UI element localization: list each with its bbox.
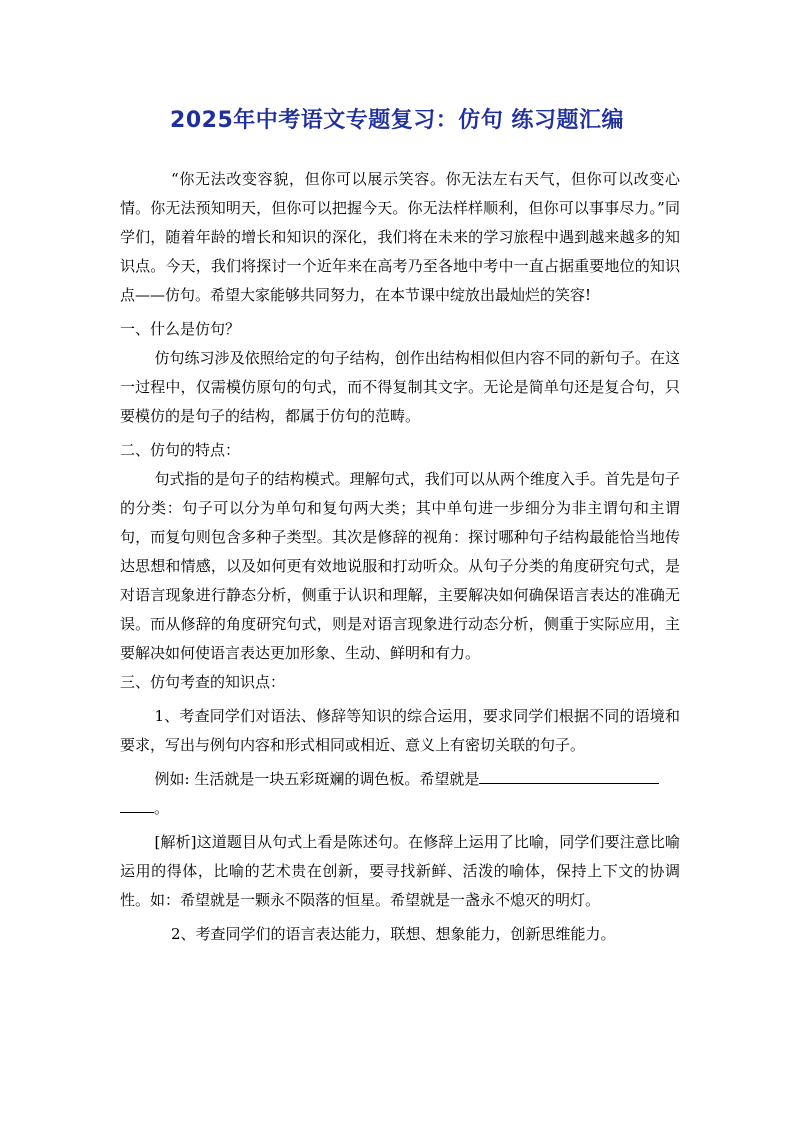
section-2-body: 句式指的是句子的结构模式。理解句式，我们可以从两个维度入手。首先是句子的分类：句子可以分为单句和复句两大类；其中单句进一步细分为非主谓句和主谓句，而复句则包含多种子类型。其次是修辞的视角：探讨哪种句子结构最能恰当地传达思想和情感，以及如何更有效地说服和打动听众。从句子分类的角度研究句式，是对语言现象进行静态分析，侧重于认识和理解，主要解决如何确保语言表达的准确无误。而从修辞的角度研究句式，则是对语言现象进行动态分析，侧重于实际应用，主要解决如何使语言表达更加形象、生动、鲜明和有力。: [120, 470, 680, 662]
section-3-heading: 三、仿句考查的知识点：: [120, 673, 286, 691]
section-1-heading: 一、什么是仿句？: [120, 320, 241, 338]
example-line-continued: [120, 794, 680, 823]
section-2-heading: 二、仿句的特点：: [120, 441, 241, 459]
document-body: [120, 165, 680, 949]
example-text: 例如: 生活就是一块五彩斑斓的调色板。希望就是: [154, 770, 480, 788]
analysis-paragraph: [解析]这道题目从句式上看是陈述句。在修辞上运用了比喻，同学们要注意比喻运用的得体，比喻的艺术贵在创新，要寻找新鲜、活泼的喻体，保持上下文的协调性。如：希望就是一颗永不陨落的恒星。希望就是一盏永不熄灭的明灯。: [120, 833, 680, 909]
example-end: 。: [154, 799, 170, 817]
section-1-body: 仿句练习涉及依照给定的句子结构，创作出结构相似但内容不同的新句子。在这一过程中，仅需模仿原句的句式，而不得复制其文字。无论是简单句还是复合句，只要模仿的是句子的结构，都属于仿句的范畴。: [120, 349, 680, 425]
point-2: 2、考查同学们的语言表达能力，联想、想象能力，创新思维能力。: [171, 925, 616, 943]
example-line: [120, 765, 680, 794]
answer-blank[interactable]: [479, 769, 659, 784]
answer-blank-continued[interactable]: [120, 798, 154, 813]
point-1: 1、考查同学们对语法、修辞等知识的综合运用，要求同学们根据不同的语境和要求，写出与例句内容和形式相同或相近、意义上有密切关联的句子。: [120, 707, 680, 754]
intro-paragraph: “你无法改变容貌，但你可以展示笑容。你无法左右天气，但你可以改变心情。你无法预知明天，但你可以把握今天。你无法样样顺利，但你可以事事尽力。”同学们，随着年龄的增长和知识的深化，我们将在未来的学习旅程中遇到越来越多的知识点。今天，我们将探讨一个近年来在高考乃至各地中考中一直占据重要地位的知识点——仿句。希望大家能够共同努力，在本节课中绽放出最灿烂的笑容!: [120, 170, 680, 304]
page-title: 2025年中考语文专题复习：仿句 练习题汇编: [170, 108, 624, 133]
